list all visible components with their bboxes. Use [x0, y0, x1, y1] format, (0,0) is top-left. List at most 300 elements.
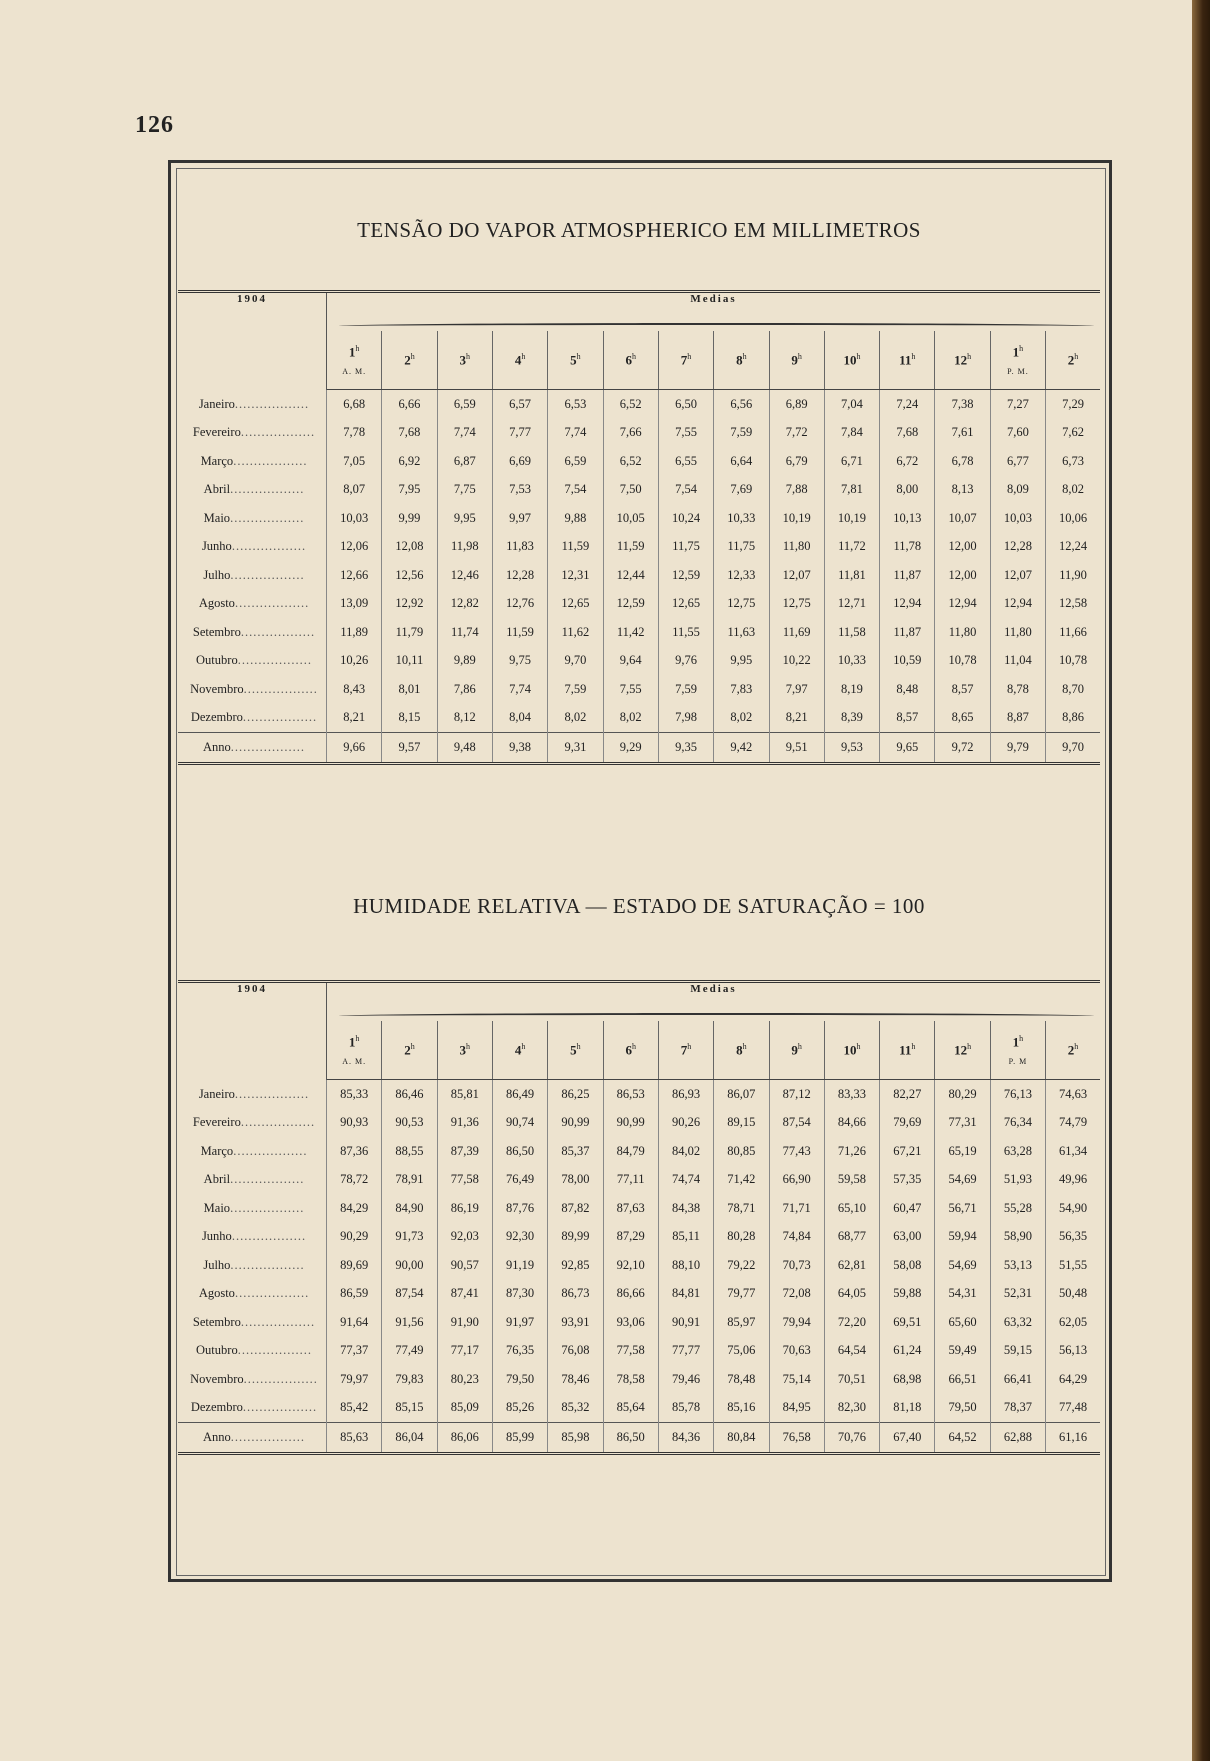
table-row [178, 504, 1100, 533]
hour-number: 6 [625, 352, 632, 368]
hour-header [824, 1021, 879, 1080]
leader-dots: .................. [234, 596, 310, 611]
hour-number: 1 [348, 344, 356, 360]
value-cell: 7,60 [990, 419, 1045, 448]
value-cell: 58,90 [990, 1223, 1045, 1252]
value-cell: 10,24 [658, 504, 713, 533]
hour-header [548, 1021, 603, 1080]
month-name: Anno [202, 1429, 231, 1444]
hour-header [437, 1021, 492, 1080]
value-cell: 89,99 [548, 1223, 603, 1252]
value-cell: 12,00 [935, 533, 990, 562]
month-name: Agosto [198, 596, 235, 611]
hour-number: 11 [899, 352, 912, 368]
month-label [178, 476, 327, 505]
value-cell: 10,19 [769, 504, 824, 533]
hour-suffix: h [967, 1041, 972, 1051]
value-cell: 67,21 [880, 1137, 935, 1166]
value-cell: 77,48 [1058, 1400, 1088, 1415]
month-name: Fevereiro [192, 425, 241, 440]
value-cell: 86,19 [437, 1194, 492, 1223]
value-cell: 7,97 [769, 675, 824, 704]
month-label [178, 1194, 327, 1223]
value-cell: 70,76 [824, 1423, 879, 1454]
value-cell: 78,46 [548, 1365, 603, 1394]
hour-header [382, 331, 437, 390]
leader-dots: .................. [231, 1229, 307, 1244]
section-title: HUMIDADE RELATIVA — ESTADO DE SATURAÇÃO = 100 [353, 894, 925, 918]
value-cell: 90,74 [492, 1109, 547, 1138]
hour-number: 1 [1012, 1034, 1020, 1050]
value-cell: 87,36 [327, 1137, 382, 1166]
value-cell: 77,43 [769, 1137, 824, 1166]
value-cell: 86,93 [658, 1080, 713, 1109]
value-cell: 87,39 [437, 1137, 492, 1166]
value-cell: 10,33 [714, 504, 769, 533]
month-name: Abril [203, 1172, 231, 1187]
value-cell: 6,71 [824, 447, 879, 476]
month-label [178, 1223, 327, 1252]
value-cell: 90,57 [437, 1251, 492, 1280]
leader-dots: .................. [237, 1343, 312, 1358]
value-cell: 88,55 [382, 1137, 437, 1166]
value-cell: 89,15 [714, 1109, 769, 1138]
value-cell: 11,75 [714, 533, 769, 562]
value-cell: 9,79 [990, 733, 1045, 764]
meridiem-label: P. M [1008, 1056, 1028, 1066]
hour-suffix: h [631, 351, 636, 361]
value-cell: 8,01 [382, 675, 437, 704]
value-cell: 10,19 [824, 504, 879, 533]
value-cell: 56,35 [1058, 1229, 1088, 1244]
value-cell: 81,18 [880, 1394, 935, 1423]
value-cell: 7,62 [1062, 425, 1084, 440]
value-cell: 91,64 [327, 1308, 382, 1337]
value-cell: 52,31 [990, 1280, 1045, 1309]
hour-suffix: h [687, 1041, 692, 1051]
value-cell: 9,99 [382, 504, 437, 533]
value-cell: 11,87 [880, 618, 935, 647]
hour-header [824, 331, 879, 390]
value-cell: 85,98 [548, 1423, 603, 1454]
value-cell: 12,56 [382, 561, 437, 590]
value-cell: 54,31 [935, 1280, 990, 1309]
hour-header [769, 331, 824, 390]
month-name: Novembro [190, 1371, 244, 1386]
value-cell: 11,42 [603, 618, 658, 647]
value-cell: 57,35 [880, 1166, 935, 1195]
value-cell: 9,75 [492, 647, 547, 676]
table-row [178, 1251, 1100, 1280]
hour-suffix: h [911, 1041, 916, 1051]
value-cell: 85,32 [548, 1394, 603, 1423]
value-cell: 12,08 [382, 533, 437, 562]
medias-label-text: Medias [690, 293, 737, 305]
hour-header [935, 331, 990, 390]
value-cell: 91,19 [492, 1251, 547, 1280]
value-cell: 86,07 [714, 1080, 769, 1109]
value-cell: 7,29 [1062, 396, 1084, 411]
leader-dots: .................. [242, 710, 318, 725]
value-cell: 11,74 [437, 618, 492, 647]
value-cell: 8,57 [935, 675, 990, 704]
value-cell: 8,07 [327, 476, 382, 505]
book-spine [1192, 0, 1210, 1761]
value-cell: 11,66 [1059, 624, 1087, 639]
value-cell: 8,02 [548, 704, 603, 733]
month-label [178, 1137, 327, 1166]
month-name: Novembro [190, 681, 244, 696]
month-label [178, 590, 327, 619]
value-cell: 9,89 [437, 647, 492, 676]
value-cell: 84,95 [769, 1394, 824, 1423]
value-cell: 7,72 [769, 419, 824, 448]
month-label [178, 704, 327, 733]
value-cell: 7,98 [658, 704, 713, 733]
value-cell: 87,30 [492, 1280, 547, 1309]
hour-suffix: h [797, 351, 802, 361]
value-cell: 59,88 [880, 1280, 935, 1309]
hour-number: 1 [1012, 344, 1020, 360]
value-cell: 11,90 [1059, 567, 1087, 582]
hour-number: 10 [843, 1042, 857, 1058]
value-cell: 11,80 [935, 618, 990, 647]
table-row [178, 647, 1100, 676]
hour-header [1046, 1021, 1100, 1080]
value-cell: 77,49 [382, 1337, 437, 1366]
value-cell: 84,79 [603, 1137, 658, 1166]
hour-number: 8 [736, 1042, 743, 1058]
month-label [178, 1080, 327, 1109]
value-cell: 87,76 [492, 1194, 547, 1223]
table-row [178, 1109, 1100, 1138]
value-cell: 88,10 [658, 1251, 713, 1280]
value-cell: 90,93 [327, 1109, 382, 1138]
hour-header [492, 1021, 547, 1080]
value-cell: 79,50 [492, 1365, 547, 1394]
value-cell: 8,65 [935, 704, 990, 733]
value-cell: 64,05 [824, 1280, 879, 1309]
value-cell: 72,08 [769, 1280, 824, 1309]
value-cell: 80,23 [437, 1365, 492, 1394]
value-cell: 59,49 [935, 1337, 990, 1366]
value-cell: 12,65 [658, 590, 713, 619]
value-cell: 78,72 [327, 1166, 382, 1195]
value-cell: 9,29 [603, 733, 658, 764]
value-cell: 7,74 [548, 419, 603, 448]
leader-dots: .................. [230, 1257, 305, 1272]
value-cell: 86,50 [603, 1423, 658, 1454]
value-cell: 85,42 [327, 1394, 382, 1423]
value-cell: 67,40 [880, 1423, 935, 1454]
value-cell: 85,64 [603, 1394, 658, 1423]
hour-header [935, 1021, 990, 1080]
vapor-tension-section [176, 170, 1102, 850]
hour-suffix: h [521, 351, 526, 361]
hour-number: 12 [954, 352, 968, 368]
value-cell: 12,94 [935, 590, 990, 619]
value-cell: 7,59 [714, 419, 769, 448]
hour-suffix: h [1074, 1041, 1079, 1051]
value-cell: 56,13 [1058, 1343, 1088, 1358]
month-name: Maio [203, 1200, 231, 1215]
hour-header [658, 331, 713, 390]
value-cell: 6,72 [880, 447, 935, 476]
table-row [178, 390, 1100, 419]
value-cell: 77,31 [935, 1109, 990, 1138]
value-cell: 55,28 [990, 1194, 1045, 1223]
hour-header [327, 331, 382, 390]
value-cell: 9,76 [658, 647, 713, 676]
value-cell: 8,70 [1062, 681, 1084, 696]
value-cell: 66,41 [990, 1365, 1045, 1394]
relative-humidity-table [178, 980, 1100, 1455]
value-cell: 6,53 [548, 390, 603, 419]
value-cell: 86,25 [548, 1080, 603, 1109]
table-row [178, 675, 1100, 704]
value-cell: 8,78 [990, 675, 1045, 704]
value-cell: 90,00 [382, 1251, 437, 1280]
value-cell: 62,81 [824, 1251, 879, 1280]
leader-dots: .................. [230, 739, 306, 754]
value-cell: 74,79 [1058, 1115, 1088, 1130]
value-cell: 49,96 [1058, 1172, 1088, 1187]
hour-header [548, 331, 603, 390]
value-cell: 10,05 [603, 504, 658, 533]
value-cell: 10,11 [382, 647, 437, 676]
month-label [178, 533, 327, 562]
value-cell: 92,30 [492, 1223, 547, 1252]
page-number: 126 [135, 112, 174, 138]
month-label [178, 675, 327, 704]
value-cell: 79,83 [382, 1365, 437, 1394]
value-cell: 74,63 [1058, 1086, 1088, 1101]
hour-suffix: h [1074, 351, 1079, 361]
value-cell: 6,56 [714, 390, 769, 419]
value-cell: 8,09 [990, 476, 1045, 505]
hour-suffix: h [687, 351, 692, 361]
value-cell: 63,00 [880, 1223, 935, 1252]
value-cell: 12,59 [658, 561, 713, 590]
value-cell: 6,77 [990, 447, 1045, 476]
value-cell: 6,57 [492, 390, 547, 419]
value-cell: 90,53 [382, 1109, 437, 1138]
value-cell: 6,89 [769, 390, 824, 419]
hour-header [769, 1021, 824, 1080]
value-cell: 79,69 [880, 1109, 935, 1138]
value-cell: 6,92 [382, 447, 437, 476]
hour-suffix: h [911, 351, 916, 361]
hour-number: 2 [1067, 352, 1075, 368]
value-cell: 7,86 [437, 675, 492, 704]
value-cell: 92,10 [603, 1251, 658, 1280]
value-cell: 7,24 [880, 390, 935, 419]
leader-dots: .................. [234, 1286, 310, 1301]
month-label [178, 1280, 327, 1309]
value-cell: 87,29 [603, 1223, 658, 1252]
value-cell: 12,46 [437, 561, 492, 590]
hour-suffix: h [410, 1041, 415, 1051]
value-cell: 83,33 [824, 1080, 879, 1109]
month-label [178, 647, 327, 676]
value-cell: 12,82 [437, 590, 492, 619]
month-name: Março [200, 453, 234, 468]
leader-dots: .................. [230, 1429, 306, 1444]
value-cell: 9,97 [492, 504, 547, 533]
value-cell: 8,39 [824, 704, 879, 733]
value-cell: 65,19 [935, 1137, 990, 1166]
hour-header [327, 1021, 382, 1080]
value-cell: 87,54 [382, 1280, 437, 1309]
value-cell: 6,87 [437, 447, 492, 476]
value-cell: 85,33 [327, 1080, 382, 1109]
month-name: Agosto [198, 1286, 235, 1301]
value-cell: 7,78 [327, 419, 382, 448]
hour-number: 7 [680, 1042, 688, 1058]
month-name: Outubro [196, 653, 238, 668]
value-cell: 84,81 [658, 1280, 713, 1309]
relative-humidity-section [176, 860, 1102, 1580]
month-label [178, 1308, 327, 1337]
value-cell: 77,11 [603, 1166, 658, 1195]
value-cell: 11,58 [824, 618, 879, 647]
hour-suffix: h [742, 1041, 747, 1051]
value-cell: 11,78 [880, 533, 935, 562]
month-label [178, 1109, 327, 1138]
value-cell: 90,29 [327, 1223, 382, 1252]
leader-dots: .................. [230, 510, 305, 525]
leader-dots: .................. [240, 425, 316, 440]
value-cell: 12,58 [1058, 596, 1088, 611]
value-cell: 7,50 [603, 476, 658, 505]
value-cell: 85,81 [437, 1080, 492, 1109]
hour-number: 5 [570, 352, 577, 368]
month-name: Maio [203, 510, 231, 525]
month-name: Junho [201, 1229, 232, 1244]
value-cell: 11,62 [548, 618, 603, 647]
value-cell: 85,09 [437, 1394, 492, 1423]
value-cell: 12,66 [327, 561, 382, 590]
leader-dots: .................. [242, 1400, 318, 1415]
month-label [178, 390, 327, 419]
hour-suffix: h [631, 1041, 636, 1051]
hour-suffix: h [576, 1041, 581, 1051]
value-cell: 85,37 [548, 1137, 603, 1166]
value-cell: 6,73 [1062, 453, 1084, 468]
hour-number: 2 [404, 352, 411, 368]
leader-dots: .................. [234, 396, 310, 411]
month-name: Julho [203, 567, 231, 582]
hour-suffix: h [466, 1041, 471, 1051]
value-cell: 84,38 [658, 1194, 713, 1223]
value-cell: 51,55 [1058, 1257, 1088, 1272]
vapor-tension-table [178, 290, 1100, 765]
value-cell: 74,74 [658, 1166, 713, 1195]
value-cell: 80,29 [935, 1080, 990, 1109]
month-label [178, 1423, 327, 1454]
value-cell: 6,69 [492, 447, 547, 476]
value-cell: 85,11 [658, 1223, 713, 1252]
value-cell: 90,26 [658, 1109, 713, 1138]
value-cell: 87,54 [769, 1109, 824, 1138]
leader-dots: .................. [233, 1143, 308, 1158]
value-cell: 85,16 [714, 1394, 769, 1423]
value-cell: 56,71 [935, 1194, 990, 1223]
value-cell: 11,63 [714, 618, 769, 647]
year-header: 1904 [178, 292, 327, 390]
hour-number: 1 [348, 1034, 356, 1050]
value-cell: 85,26 [492, 1394, 547, 1423]
annual-row [178, 733, 1100, 764]
value-cell: 10,22 [769, 647, 824, 676]
hour-header [990, 1021, 1045, 1080]
value-cell: 6,59 [437, 390, 492, 419]
value-cell: 78,37 [990, 1394, 1045, 1423]
value-cell: 7,55 [603, 675, 658, 704]
value-cell: 10,33 [824, 647, 879, 676]
value-cell: 10,07 [935, 504, 990, 533]
value-cell: 11,80 [990, 618, 1045, 647]
value-cell: 7,54 [548, 476, 603, 505]
value-cell: 84,02 [658, 1137, 713, 1166]
value-cell: 61,34 [1058, 1143, 1088, 1158]
medias-label [327, 292, 1101, 332]
value-cell: 7,83 [714, 675, 769, 704]
vapor-tension-body [178, 390, 1100, 764]
leader-dots: .................. [231, 539, 307, 554]
hour-number: 4 [514, 1042, 522, 1058]
month-name: Janeiro [198, 1086, 235, 1101]
value-cell: 91,97 [492, 1308, 547, 1337]
month-label [178, 1365, 327, 1394]
medias-brace [339, 1013, 1094, 1019]
value-cell: 10,06 [1058, 510, 1088, 525]
value-cell: 62,88 [990, 1423, 1045, 1454]
value-cell: 8,00 [880, 476, 935, 505]
value-cell: 9,51 [769, 733, 824, 764]
value-cell: 8,87 [990, 704, 1045, 733]
value-cell: 13,09 [327, 590, 382, 619]
value-cell: 53,13 [990, 1251, 1045, 1280]
value-cell: 9,95 [714, 647, 769, 676]
value-cell: 91,36 [437, 1109, 492, 1138]
value-cell: 90,99 [548, 1109, 603, 1138]
value-cell: 7,04 [824, 390, 879, 419]
value-cell: 8,86 [1062, 710, 1084, 725]
value-cell: 85,99 [492, 1423, 547, 1454]
value-cell: 7,38 [935, 390, 990, 419]
value-cell: 8,13 [935, 476, 990, 505]
hour-number: 6 [625, 1042, 632, 1058]
hour-number: 11 [899, 1042, 912, 1058]
value-cell: 92,85 [548, 1251, 603, 1280]
value-cell: 54,90 [1058, 1200, 1088, 1215]
value-cell: 59,58 [824, 1166, 879, 1195]
value-cell: 70,51 [824, 1365, 879, 1394]
value-cell: 86,46 [382, 1080, 437, 1109]
value-cell: 7,27 [990, 390, 1045, 419]
table-row [178, 1166, 1100, 1195]
value-cell: 79,50 [935, 1394, 990, 1423]
table-row [178, 1280, 1100, 1309]
value-cell: 12,07 [769, 561, 824, 590]
value-cell: 90,91 [658, 1308, 713, 1337]
value-cell: 61,24 [880, 1337, 935, 1366]
value-cell: 11,04 [990, 647, 1045, 676]
leader-dots: .................. [240, 1115, 316, 1130]
table-row [178, 1337, 1100, 1366]
value-cell: 80,85 [714, 1137, 769, 1166]
